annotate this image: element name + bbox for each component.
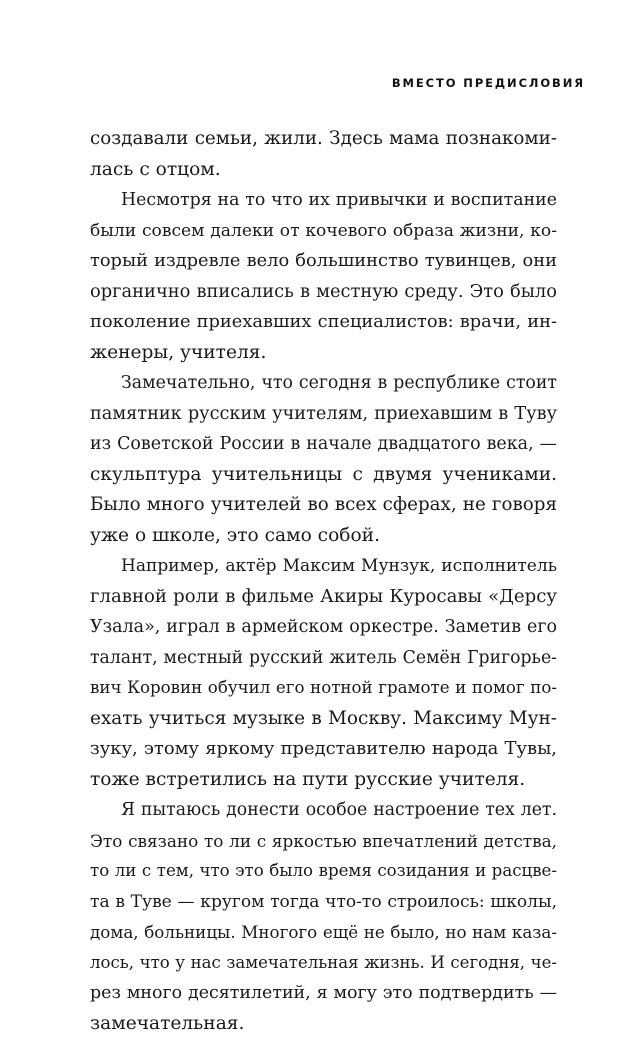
text-line: уже о школе, это само собой.	[90, 521, 557, 552]
text-line: замечательная.	[90, 1009, 557, 1039]
text-line: Я пытаюсь донести особое настроение тех лет.	[90, 795, 557, 826]
text-line: Это связано то ли с яркостью впечатлений детства,	[90, 826, 557, 857]
text-line: главной роли в фильме Акиры Куросавы «Дерсу	[90, 582, 557, 613]
text-line: лось, что у нас замечательная жизнь. И сегодня, че-	[90, 948, 557, 979]
text-line: ехать учиться музыке в Москву. Максиму Мун-	[90, 704, 557, 735]
text-line: женеры, учителя.	[90, 338, 557, 369]
text-line: из Советской России в начале двадцатого века, —	[90, 429, 557, 460]
text-line: были совсем далеки от кочевого образа жизни, ко-	[90, 216, 557, 247]
text-line: вич Коровин обучил его нотной грамоте и помог по-	[90, 673, 557, 704]
text-line: Замечательно, что сегодня в республике стоит	[90, 368, 557, 399]
text-line: дома, больницы. Многого ещё не было, но нам каза-	[90, 917, 557, 948]
text-line: Было много учителей во всех сферах, не говоря	[90, 490, 557, 521]
text-line: рез много десятилетий, я могу это подтвердить —	[90, 978, 557, 1009]
text-line: то ли с тем, что это было время созидания и расцве-	[90, 856, 557, 887]
text-line: Узала», играл в армейском оркестре. Заметив его	[90, 612, 557, 643]
text-line: та в Туве — кругом тогда что-то строилось: школы,	[90, 887, 557, 918]
text-line: Несмотря на то что их привычки и воспитание	[90, 185, 557, 216]
text-line: Например, актёр Максим Мунзук, исполнитель	[90, 551, 557, 582]
text-line: тоже встретились на пути русские учителя.	[90, 765, 557, 796]
text-line: скульптура учительницы с двумя учениками.	[90, 460, 557, 491]
text-line: лась с отцом.	[90, 155, 557, 186]
running-head: ВМЕСТО ПРЕДИСЛОВИЯ	[392, 76, 585, 90]
text-line: поколение приехавших специалистов: врачи, ин-	[90, 307, 557, 338]
text-line: торый издревле вело большинство тувинцев, они	[90, 246, 557, 277]
text-line: памятник русским учителям, приехавшим в Туву	[90, 399, 557, 430]
text-line: зуку, этому яркому представителю народа Тувы,	[90, 734, 557, 765]
text-line: органично вписались в местную среду. Это было	[90, 277, 557, 308]
body-text	[90, 124, 557, 1039]
text-line: создавали семьи, жили. Здесь мама познакоми-	[90, 124, 557, 155]
text-line: талант, местный русский житель Семён Григорье-	[90, 643, 557, 674]
